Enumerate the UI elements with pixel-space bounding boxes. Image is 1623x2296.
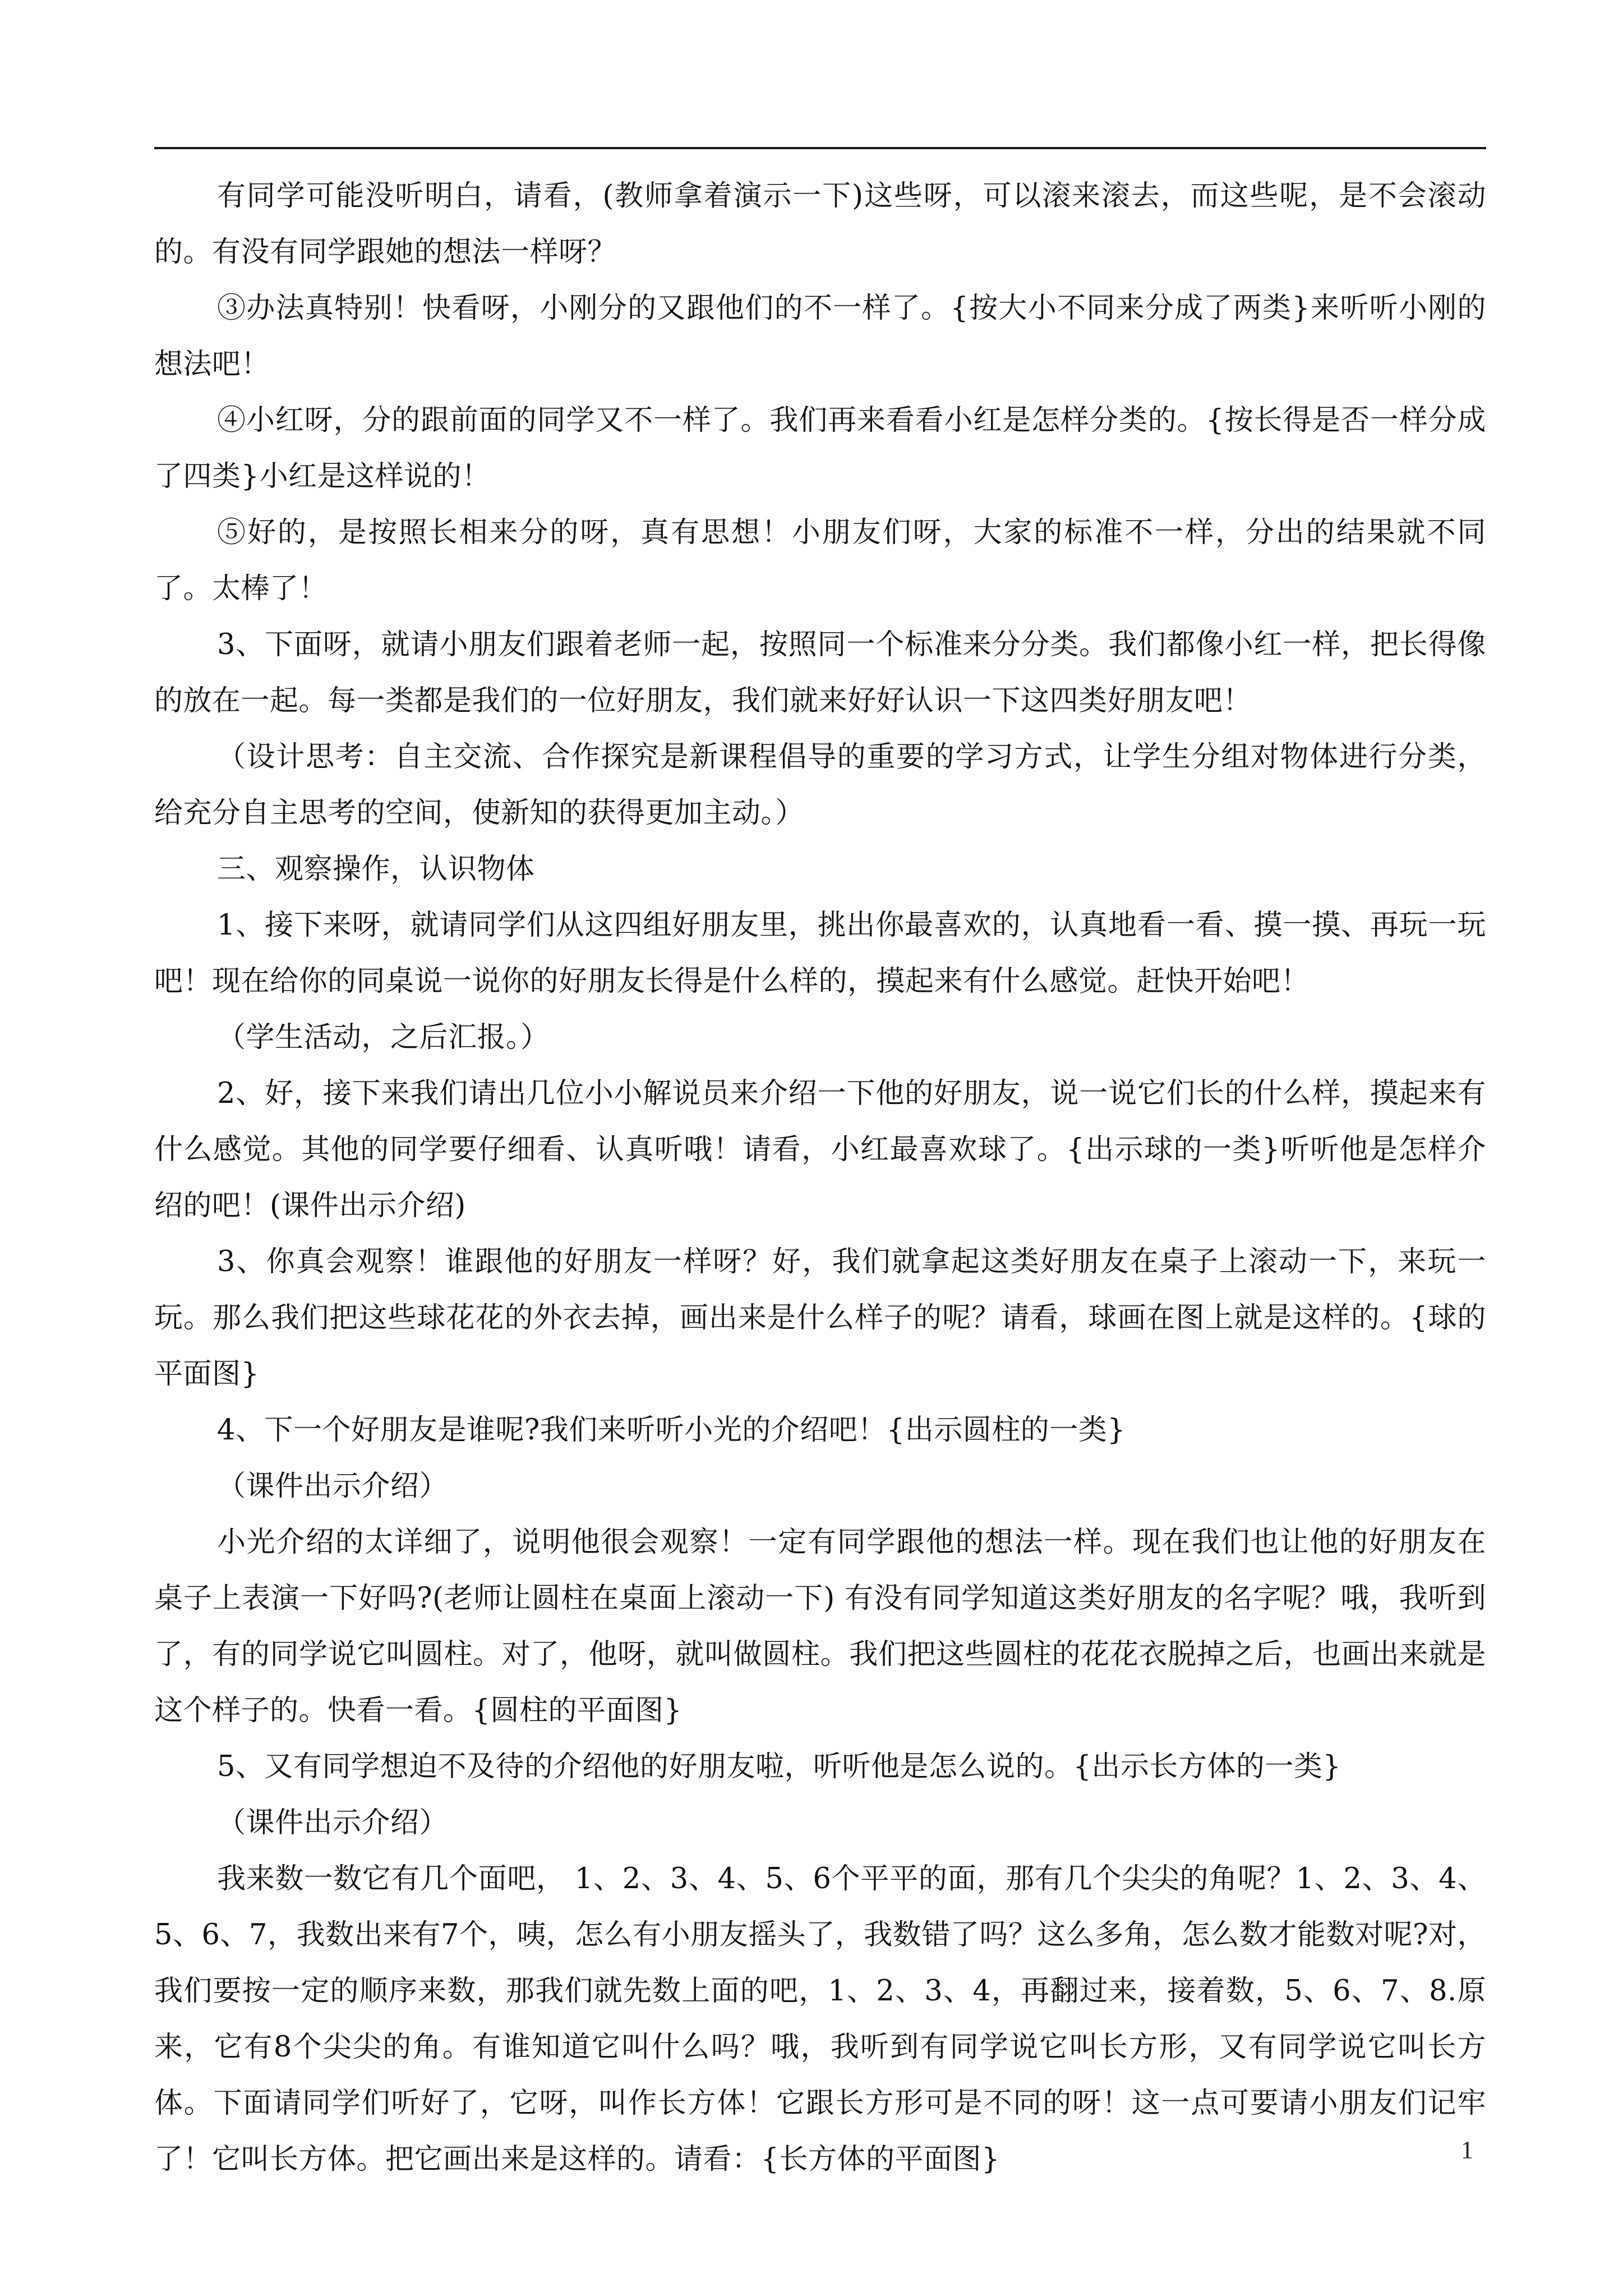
paragraph: （课件出示介绍）	[217, 1470, 449, 1503]
paragraph: ③办法真特别！快看呀，小刚分的又跟他们的不一样了。{按大小不同来分成了两类}来听听小刚的想法吧！	[154, 292, 1486, 381]
paragraph: 1、接下来呀，就请同学们从这四组好朋友里，挑出你最喜欢的，认真地看一看、摸一摸、再玩一玩吧！现在给你的同桌说一说你的好朋友长得是什么样的，摸起来有什么感觉。赶快开始吧！	[154, 909, 1486, 998]
paragraph: （课件出示介绍）	[217, 1806, 449, 1839]
document-body	[154, 168, 1486, 2188]
paragraph: 5、又有同学想迫不及待的介绍他的好朋友啦，听听他是怎么说的。{出示长方体的一类}	[217, 1750, 1341, 1783]
page-number: 1	[1461, 2136, 1473, 2164]
paragraph: 4、下一个好朋友是谁呢?我们来听听小光的介绍吧！{出示圆柱的一类}	[217, 1414, 1126, 1447]
paragraph: ⑤好的，是按照长相来分的呀，真有思想！小朋友们呀，大家的标准不一样，分出的结果就不同了。太棒了！	[154, 516, 1486, 605]
paragraph: 3、下面呀，就请小朋友们跟着老师一起，按照同一个标准来分分类。我们都像小红一样，把长得像的放在一起。每一类都是我们的一位好朋友，我们就来好好认识一下这四类好朋友吧！	[154, 628, 1486, 717]
paragraph: 我来数一数它有几个面吧， 1、2、3、4、5、6个平平的面，那有几个尖尖的角呢？1、2、3、4、5、6、7，我数出来有7个，咦，怎么有小朋友摇头了，我数错了吗？这么多角，怎么数才能数对呢?对，我们要按一定的顺序来数，那我们就先数上面的吧，1、2、3、4，再翻过来，接着数，5、6、7、8.原来，它有8个尖尖的角。有谁知道它叫什么吗？哦，我听到有同学说它叫长方形，又有同学说它叫长方体。下面请同学们听好了，它呀，叫作长方体！它跟长方形可是不同的呀！这一点可要请小朋友们记牢了！它叫长方体。把它画出来是这样的。请看：{长方体的平面图}	[154, 1862, 1486, 2176]
paragraph: ④小红呀，分的跟前面的同学又不一样了。我们再来看看小红是怎样分类的。{按长得是否一样分成了四类}小红是这样说的！	[154, 404, 1486, 493]
paragraph: 小光介绍的太详细了，说明他很会观察！一定有同学跟他的想法一样。现在我们也让他的好朋友在桌子上表演一下好吗?(老师让圆柱在桌面上滚动一下) 有没有同学知道这类好朋友的名字呢？哦，我听到了，有的同学说它叫圆柱。对了，他呀，就叫做圆柱。我们把这些圆柱的花花衣脱掉之后，也画出来就是这个样子的。快看一看。{圆柱的平面图}	[154, 1526, 1486, 1727]
section-heading: 三、观察操作，认识物体	[217, 853, 535, 886]
paragraph: 3、你真会观察！谁跟他的好朋友一样呀？好，我们就拿起这类好朋友在桌子上滚动一下，来玩一玩。那么我们把这些球花花的外衣去掉，画出来是什么样子的呢？请看，球画在图上就是这样的。{球的平面图}	[154, 1245, 1486, 1391]
paragraph: 2、好，接下来我们请出几位小小解说员来介绍一下他的好朋友，说一说它们长的什么样，摸起来有什么感觉。其他的同学要仔细看、认真听哦！请看，小红最喜欢球了。{出示球的一类}听听他是怎样介绍的吧！(课件出示介绍)	[154, 1077, 1486, 1222]
paragraph: （学生活动，之后汇报。）	[217, 1021, 550, 1054]
paragraph: 有同学可能没听明白，请看，(教师拿着演示一下)这些呀，可以滚来滚去，而这些呢，是不会滚动的。有没有同学跟她的想法一样呀？	[154, 180, 1486, 269]
paragraph: （设计思考：自主交流、合作探究是新课程倡导的重要的学习方式，让学生分组对物体进行分类，给充分自主思考的空间，使新知的获得更加主动。）	[154, 740, 1486, 830]
header-rule	[154, 147, 1486, 149]
